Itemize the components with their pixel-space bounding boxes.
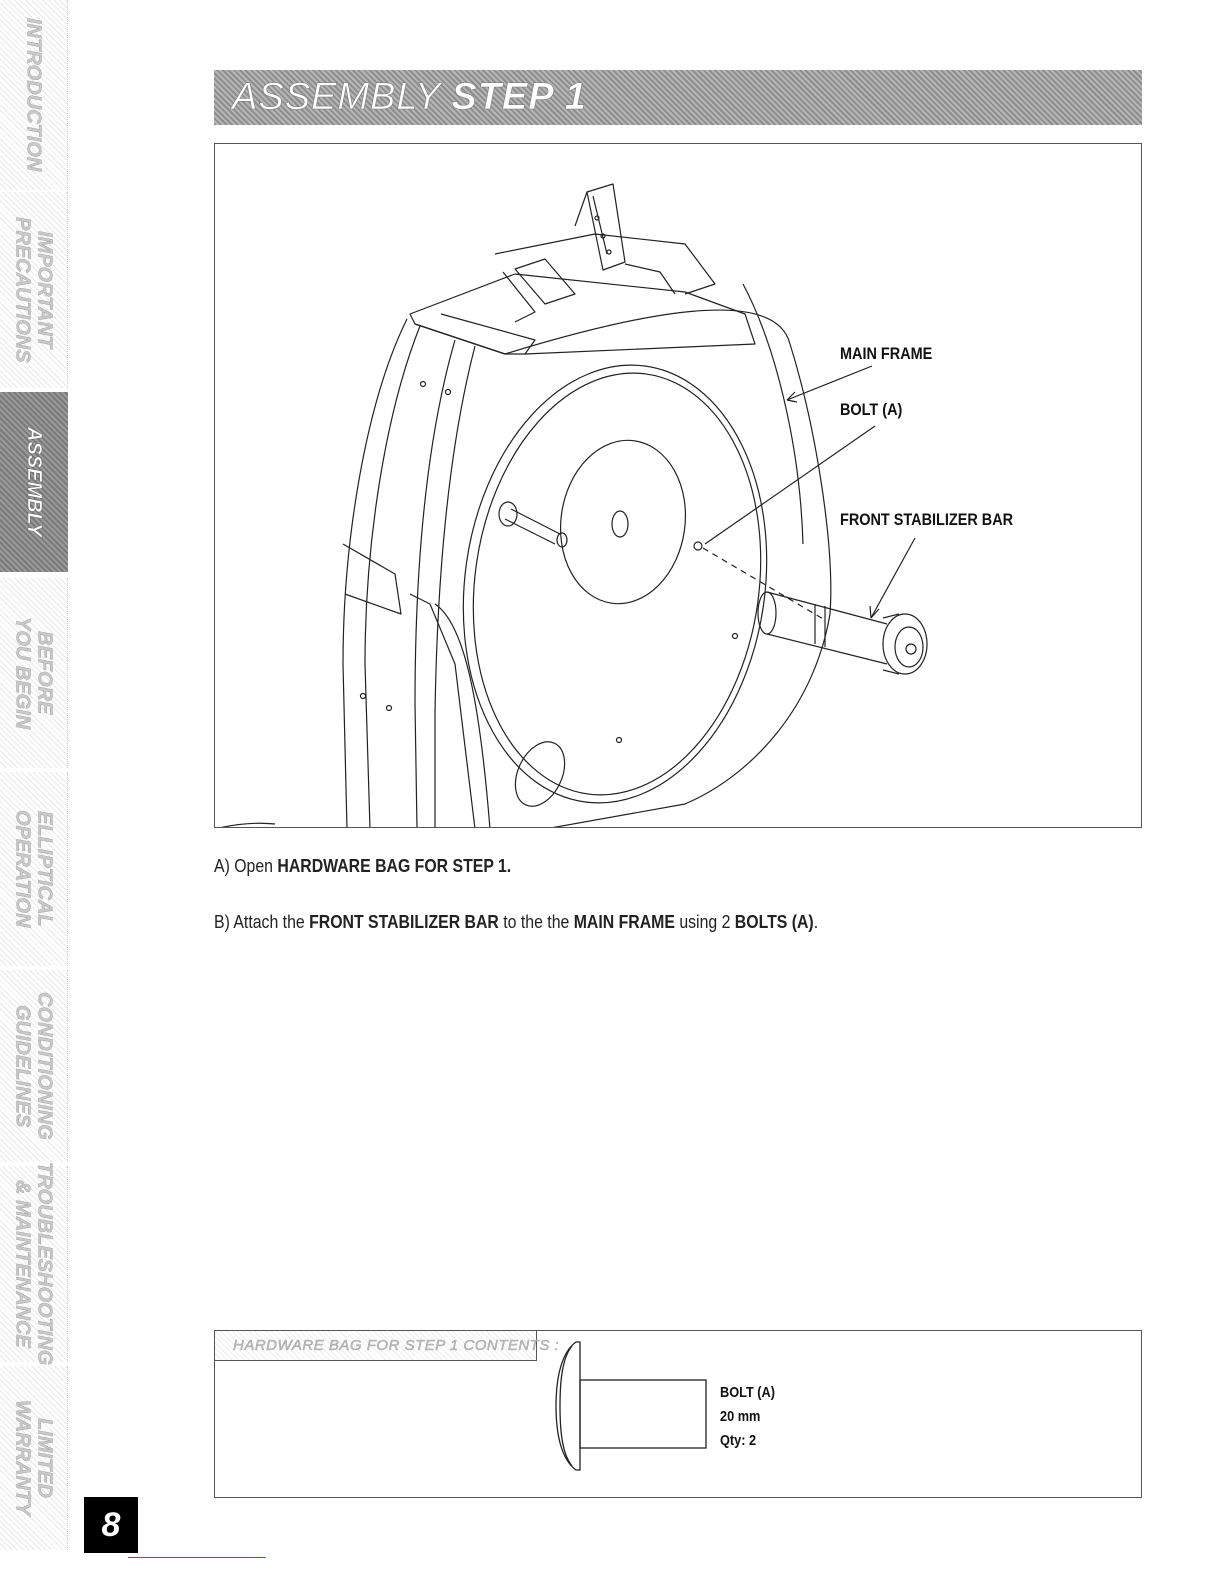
instruction-b-part-bolts: BOLTS (A) bbox=[734, 912, 814, 932]
tab-before-you-begin[interactable] bbox=[0, 578, 68, 768]
bolt-spec bbox=[720, 1381, 775, 1453]
tab-conditioning-guidelines[interactable] bbox=[0, 970, 68, 1162]
tab-important-precautions-label: IMPORTANT PRECAUTIONS bbox=[11, 217, 56, 363]
upper-post bbox=[495, 184, 715, 322]
tab-assembly-label: ASSEMBLY bbox=[23, 427, 45, 537]
tab-elliptical-operation[interactable] bbox=[0, 772, 68, 966]
instruction-b-part-frame: MAIN FRAME bbox=[573, 912, 675, 932]
hardware-contents-box bbox=[214, 1330, 1142, 1498]
elliptical-frame-illustration bbox=[215, 144, 1142, 828]
callout-front-stabilizer-bar: FRONT STABILIZER BAR bbox=[840, 510, 1014, 529]
instruction-b-prefix: B) Attach the bbox=[214, 912, 310, 932]
tab-limited-warranty[interactable] bbox=[0, 1366, 68, 1550]
instruction-b bbox=[214, 912, 818, 933]
callout-main-frame: MAIN FRAME bbox=[840, 344, 933, 363]
bolt-icon bbox=[550, 1336, 720, 1476]
tab-assembly[interactable] bbox=[0, 392, 68, 572]
instruction-b-suffix: . bbox=[813, 912, 819, 932]
tab-elliptical-operation-label: ELLIPTICAL OPERATION bbox=[11, 810, 56, 928]
tab-conditioning-guidelines-label: CONDITIONING GUIDELINES bbox=[11, 992, 56, 1140]
tab-introduction-label: INTRODUCTION bbox=[22, 18, 45, 172]
callout-bolt: BOLT (A) bbox=[840, 400, 903, 419]
tab-before-you-begin-label: BEFORE YOU BEGIN bbox=[11, 616, 56, 730]
section-tabs bbox=[0, 0, 70, 1584]
instruction-b-middle2: using 2 bbox=[674, 912, 735, 932]
hardware-contents-title: HARDWARE BAG FOR STEP 1 CONTENTS : bbox=[233, 1337, 560, 1354]
bolt-size: 20 mm bbox=[720, 1408, 761, 1425]
tab-troubleshooting-maintenance-label: TROUBLESHOOTING & MAINTENANCE bbox=[11, 1162, 56, 1366]
tab-introduction[interactable] bbox=[0, 0, 68, 190]
tab-troubleshooting-maintenance[interactable] bbox=[0, 1162, 68, 1366]
bolt-name: BOLT (A) bbox=[720, 1384, 775, 1401]
assembly-diagram bbox=[214, 143, 1142, 828]
tab-limited-warranty-label: LIMITED WARRANTY bbox=[11, 1400, 56, 1516]
page-link-underline bbox=[128, 1557, 266, 1558]
step-header bbox=[214, 70, 1142, 125]
instruction-b-part-stabilizer: FRONT STABILIZER BAR bbox=[309, 912, 499, 932]
stabilizer-leader bbox=[871, 538, 915, 618]
bolt-qty: Qty: 2 bbox=[720, 1432, 757, 1449]
instruction-b-middle: to the the bbox=[498, 912, 574, 932]
main-frame-leader bbox=[787, 366, 872, 400]
instruction-a-prefix: A) Open bbox=[214, 856, 278, 876]
hardware-contents-title-tab bbox=[215, 1331, 560, 1361]
step-header-step: STEP 1 bbox=[451, 76, 587, 118]
instruction-a bbox=[214, 856, 511, 877]
tab-important-precautions[interactable] bbox=[0, 192, 68, 388]
page-number: 8 bbox=[84, 1497, 138, 1553]
instruction-a-bold: HARDWARE BAG FOR STEP 1. bbox=[277, 856, 512, 876]
step-header-prefix: ASSEMBLY bbox=[232, 76, 442, 118]
